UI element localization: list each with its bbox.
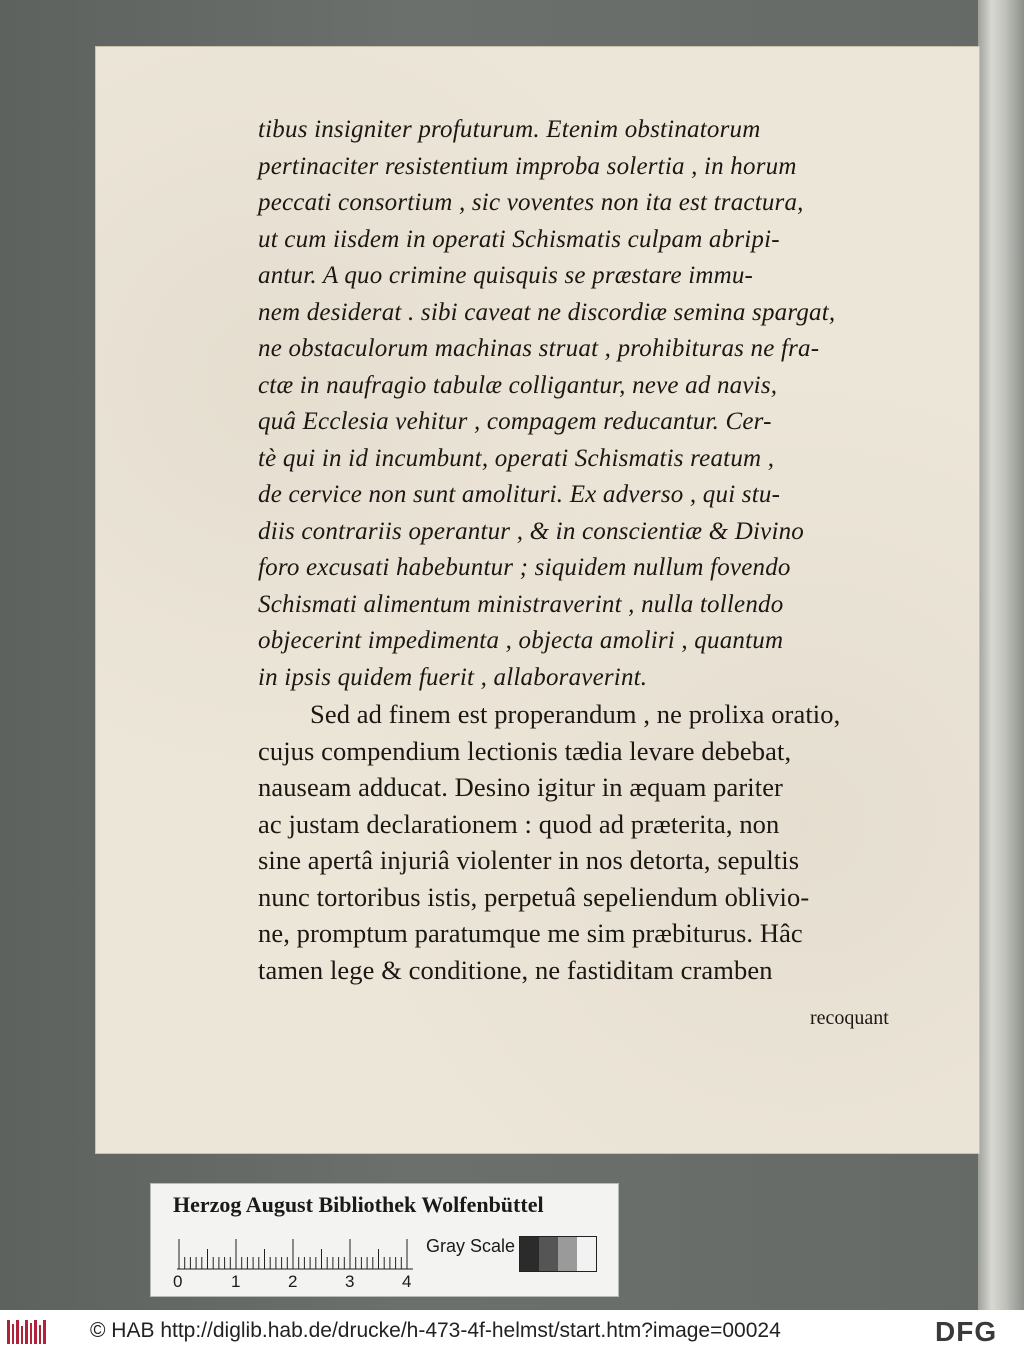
- library-name: Herzog August Bibliothek Wolfenbüttel: [173, 1192, 544, 1217]
- ruler-number: 0: [173, 1272, 183, 1291]
- text-line: ne, promptum paratumque me sim præbiturus. Hâc: [258, 918, 803, 948]
- text-line: nem desiderat . sibi caveat ne discordiæ semina spargat,: [258, 298, 836, 326]
- text-line: objecerint impedimenta , objecta amoliri , quantum: [258, 627, 784, 654]
- scale-card: [150, 1183, 619, 1297]
- text-line: foro excusati habebuntur ; siquidem nullum fovendo: [258, 554, 791, 581]
- text-line: in ipsis quidem fuerit , allaboraverint.: [258, 663, 648, 691]
- dfg-logo: DFG: [935, 1316, 998, 1347]
- text-line: ac justam declarationem : quod ad præterita, non: [258, 808, 780, 839]
- footer-bar: [0, 1310, 1024, 1353]
- text-line: sine apertâ injuriâ violenter in nos detorta, sepultis: [258, 845, 800, 875]
- ruler-number: 2: [288, 1272, 298, 1291]
- gray-swatch: [577, 1237, 596, 1271]
- text-line: cujus compendium lectionis tædia levare debebat,: [258, 735, 792, 766]
- text-line: diis contrariis operantur , & in conscientiæ & Divino: [258, 517, 805, 545]
- text-line: quâ Ecclesia vehitur , compagem reducantur. Cer-: [258, 408, 772, 435]
- text-line: tè qui in id incumbunt, operati Schismatis reatum ,: [258, 444, 775, 472]
- text-line: de cervice non sunt amolituri. Ex adverso , qui stu-: [258, 481, 781, 508]
- text-line: tamen lege & conditione, ne fastiditam cramben: [258, 954, 773, 985]
- copyright-url-text: © HAB http://diglib.hab.de/drucke/h-473-4f-helmst/start.htm?image=00024: [90, 1319, 781, 1342]
- ruler-icon: [177, 1236, 413, 1270]
- text-line: nauseam adducat. Desino igitur in æquam pariter: [258, 772, 783, 802]
- text-line: ut cum iisdem in operati Schismatis culpam abripi-: [258, 225, 780, 253]
- ruler-number: 4: [402, 1272, 412, 1291]
- page-text-block: [258, 112, 958, 988]
- text-line: peccati consortium , sic voventes non ita est tractura,: [258, 189, 804, 216]
- text-line: antur. A quo crimine quisquis se præstare immu-: [258, 262, 754, 289]
- gray-scale-label: Gray Scale: [426, 1236, 516, 1256]
- text-line: ctæ in naufragio tabulæ colligantur, neve ad navis,: [258, 371, 778, 399]
- book-binding-edge: [978, 0, 1024, 1310]
- text-line: Sed ad finem est properandum , ne prolixa oratio,: [310, 699, 841, 729]
- catchword: recoquant: [810, 1007, 889, 1029]
- gray-swatch: [539, 1237, 558, 1271]
- gray-swatch: [520, 1237, 539, 1271]
- text-line: nunc tortoribus istis, perpetuâ sepeliendum oblivio-: [258, 881, 810, 912]
- hab-barcode-logo-icon: [6, 1318, 48, 1346]
- gray-scale-swatches: [519, 1236, 597, 1272]
- text-line: Schismati alimentum ministraverint , nulla tollendo: [258, 590, 784, 618]
- text-line: tibus insigniter profuturum. Etenim obstinatorum: [258, 116, 761, 143]
- text-line: pertinaciter resistentium improba solertia , in horum: [258, 152, 797, 180]
- text-line: ne obstaculorum machinas struat , prohibituras ne fra-: [258, 335, 820, 362]
- ruler-number: 1: [231, 1272, 241, 1291]
- ruler-number: 3: [345, 1272, 355, 1291]
- gray-swatch: [558, 1237, 577, 1271]
